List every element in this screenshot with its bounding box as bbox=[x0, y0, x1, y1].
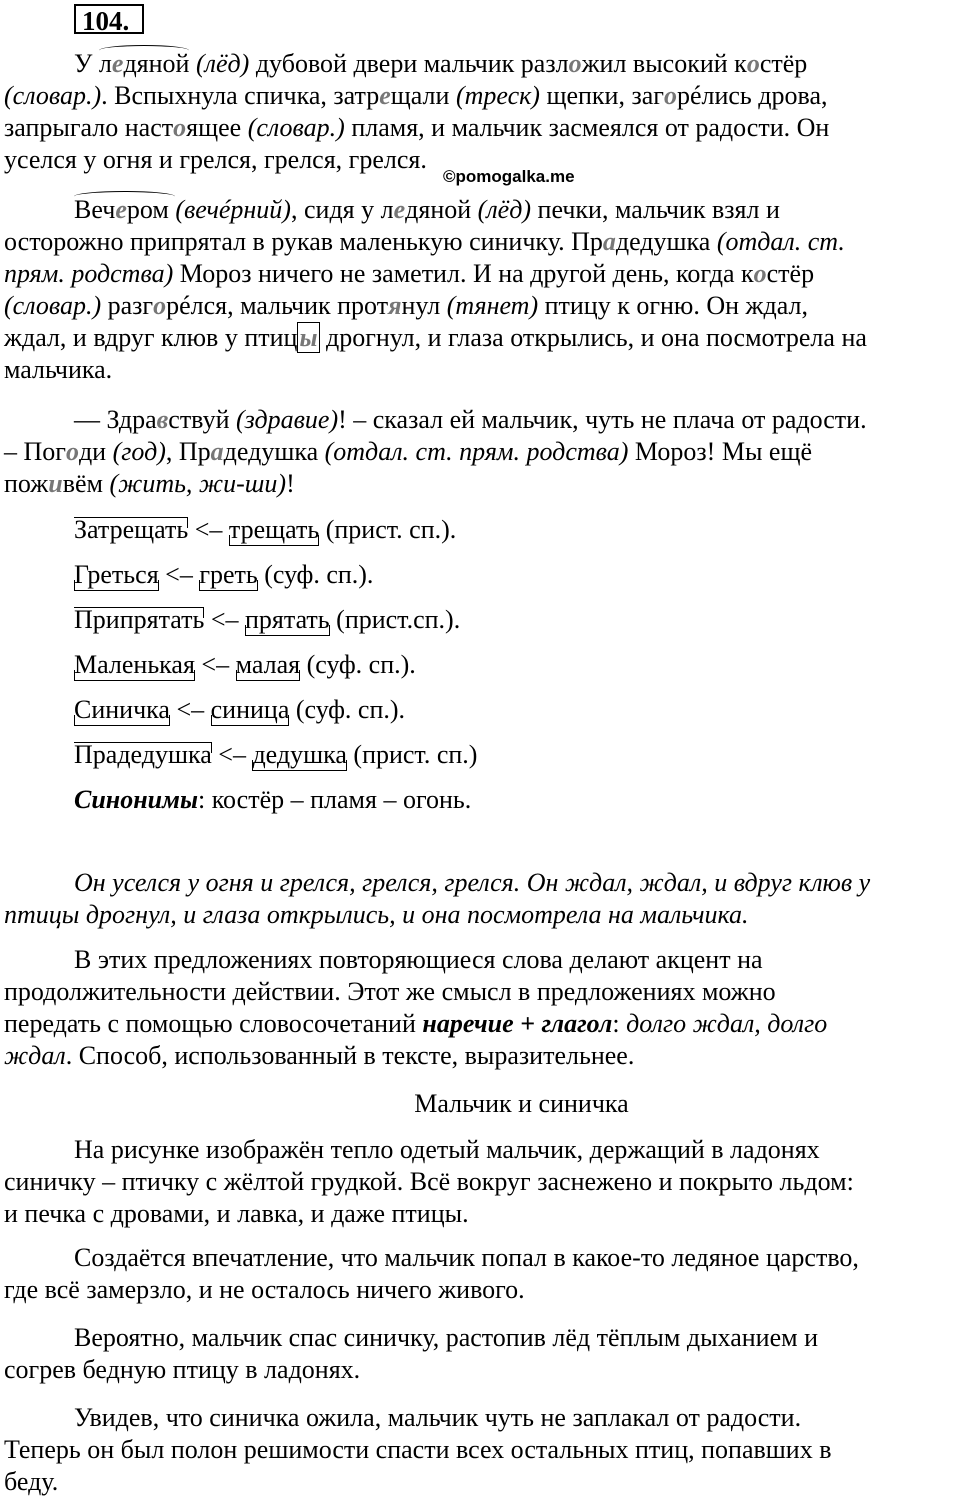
derived-word: Затрещать bbox=[74, 515, 189, 544]
word-analysis-row bbox=[74, 604, 477, 649]
method-note: (прист.сп.). bbox=[329, 605, 461, 634]
text: щали bbox=[390, 81, 456, 110]
highlighted-vowel: о bbox=[746, 49, 760, 78]
paragraph-3 bbox=[4, 404, 956, 500]
essay-paragraph-2 bbox=[4, 1242, 956, 1306]
word-analysis-row bbox=[74, 649, 477, 694]
exercise-number: 104. bbox=[74, 4, 144, 34]
text: ! – сказал ей мальчик, чуть не плача от радости. bbox=[338, 405, 867, 434]
check-word: (словар.) bbox=[247, 113, 345, 142]
text: : bbox=[612, 1009, 627, 1038]
text: пож bbox=[4, 469, 49, 498]
check-word: (жить, жи-ши) bbox=[109, 469, 287, 498]
word-analysis-list bbox=[74, 514, 477, 829]
essay-line: Теперь он был полон решимости спасти всех остальных птиц, попавших в bbox=[4, 1435, 832, 1464]
text: стёр bbox=[759, 49, 808, 78]
synonyms-text: : костёр – пламя – огонь. bbox=[197, 785, 472, 814]
text: передать с помощью словосочетаний bbox=[4, 1009, 423, 1038]
text: ди bbox=[78, 437, 113, 466]
paragraph-2-line-3 bbox=[4, 258, 956, 290]
text: рéлись дрова, bbox=[676, 81, 828, 110]
highlighted-vowel: и bbox=[48, 469, 63, 498]
text: дедушка bbox=[223, 437, 325, 466]
highlighted-vowel: а bbox=[602, 227, 616, 256]
explanation-line-2: продолжительности действии. Этот же смысл в предложениях можно bbox=[4, 977, 776, 1006]
text: – Пог bbox=[4, 437, 66, 466]
text: печки, мальчик взял и bbox=[531, 195, 780, 224]
explanation-line-4 bbox=[4, 1040, 956, 1072]
quote-paragraph bbox=[4, 867, 956, 931]
highlighted-vowel: о bbox=[173, 113, 187, 142]
paragraph-1-line-4: уселся у огня и грелся, грелся, грелся. bbox=[4, 145, 427, 174]
text: дубовой двери мальчик разл bbox=[249, 49, 569, 78]
essay-paragraph-4 bbox=[4, 1402, 956, 1498]
text: , сидя у л bbox=[290, 195, 394, 224]
essay-line: Увидев, что синичка ожила, мальчик чуть не заплакал от радости. bbox=[74, 1403, 802, 1432]
text: л bbox=[98, 49, 112, 78]
highlighted-vowel: о bbox=[663, 81, 677, 110]
paragraph-2-line-1 bbox=[4, 194, 956, 226]
method-note: (прист. сп.) bbox=[346, 740, 478, 769]
text: . Способ, использованный в тексте, выразительнее. bbox=[65, 1041, 635, 1070]
text: дедушка bbox=[615, 227, 717, 256]
essay-line: где всё замерзло, и не осталось ничего живого. bbox=[4, 1275, 525, 1304]
synonyms-label: Синонимы bbox=[74, 785, 198, 814]
essay-line: синичку – птичку с жёлтой грудкой. Всё вокруг заснежено и покрыто льдом: bbox=[4, 1167, 854, 1196]
text: разг bbox=[101, 291, 154, 320]
text: — Здра bbox=[74, 405, 157, 434]
highlighted-letter: в bbox=[156, 405, 169, 434]
check-word: (словар.) bbox=[4, 81, 102, 110]
emphasis: наречие + глагол bbox=[422, 1009, 613, 1038]
text: дяной bbox=[405, 195, 478, 224]
watermark: ©pomogalka.me bbox=[443, 167, 575, 186]
arrow: <– bbox=[158, 560, 200, 589]
arrow: <– bbox=[194, 650, 236, 679]
essay-paragraph-3 bbox=[4, 1322, 956, 1386]
base-word: трещать bbox=[228, 515, 320, 544]
explanation-paragraph bbox=[4, 944, 956, 1072]
check-word: (словар.) bbox=[4, 291, 102, 320]
check-word: (отдал. ст. прям. родства) bbox=[324, 437, 629, 466]
text: рéлся, мальчик прот bbox=[166, 291, 389, 320]
text: Веч bbox=[74, 195, 116, 224]
check-word: (вечéрний) bbox=[175, 195, 291, 224]
text: дяной bbox=[123, 49, 190, 78]
method-note: (суф. сп.). bbox=[289, 695, 406, 724]
derived-word: Припрятать bbox=[74, 605, 205, 634]
root-arc bbox=[74, 195, 175, 224]
text: пламя, и мальчик засмеялся от радости. Он bbox=[344, 113, 830, 142]
paragraph-3-line-1 bbox=[4, 404, 956, 436]
derived-word: Синичка bbox=[74, 695, 170, 724]
base-word: греть bbox=[199, 560, 258, 589]
check-word: (тянет) bbox=[446, 291, 539, 320]
highlighted-vowel: о bbox=[568, 49, 582, 78]
essay-line: и печка с дровами, и лавка, и даже птицы. bbox=[4, 1199, 469, 1228]
paragraph-2-line-2 bbox=[4, 226, 956, 258]
boxed-ending: ы bbox=[299, 323, 318, 352]
essay-paragraph-1 bbox=[4, 1134, 956, 1230]
arrow: <– bbox=[169, 695, 211, 724]
text: ящее bbox=[186, 113, 248, 142]
text: осторожно припрятал в рукав маленькую синичку. Пр bbox=[4, 227, 603, 256]
text: стёр bbox=[766, 259, 815, 288]
derived-word: Прадедушка bbox=[74, 740, 212, 769]
quote-line-1: Он уселся у огня и грелся, грелся, грелся. Он ждал, ждал, и вдруг клюв у bbox=[74, 868, 871, 897]
word-analysis-row bbox=[74, 559, 477, 604]
check-word: (год) bbox=[112, 437, 166, 466]
essay-title: Мальчик и синичка bbox=[414, 1089, 629, 1118]
arrow: <– bbox=[211, 740, 253, 769]
highlighted-vowel: о bbox=[753, 259, 767, 288]
check-word: (отдал. ст. bbox=[716, 227, 845, 256]
example: ждал bbox=[4, 1041, 66, 1070]
base-word: прятать bbox=[245, 605, 330, 634]
text: щепки, заг bbox=[539, 81, 664, 110]
explanation-line-1: В этих предложениях повторяющиеся слова делают акцент на bbox=[74, 945, 763, 974]
text: ствуй bbox=[168, 405, 236, 434]
paragraph-2-line-6: мальчика. bbox=[4, 355, 113, 384]
word-analysis-row bbox=[74, 739, 477, 784]
highlighted-vowel: е bbox=[115, 195, 127, 224]
check-word: (лёд) bbox=[477, 195, 532, 224]
text: ждал, и вдруг клюв у птиц bbox=[4, 323, 298, 352]
derived-word: Греться bbox=[74, 560, 159, 589]
word-analysis-row bbox=[74, 694, 477, 739]
derived-word: Маленькая bbox=[74, 650, 195, 679]
highlighted-vowel: е bbox=[379, 81, 391, 110]
text: птицу к огню. Он ждал, bbox=[538, 291, 808, 320]
text: ром bbox=[126, 195, 176, 224]
highlighted-vowel: е bbox=[111, 49, 124, 78]
paragraph-1-line-3 bbox=[4, 112, 956, 144]
essay-line: Вероятно, мальчик спас синичку, растопив лёд тёплым дыханием и bbox=[74, 1323, 818, 1352]
highlighted-vowel: е bbox=[393, 195, 406, 224]
text: ! bbox=[286, 469, 295, 498]
paragraph-2 bbox=[4, 194, 956, 386]
paragraph-3-line-2 bbox=[4, 436, 956, 468]
paragraph-2-line-4 bbox=[4, 290, 956, 322]
text: жил высокий к bbox=[581, 49, 747, 78]
method-note: (суф. сп.). bbox=[257, 560, 374, 589]
check-word: (треск) bbox=[455, 81, 540, 110]
arrow: <– bbox=[204, 605, 246, 634]
text: запрыгало наст bbox=[4, 113, 174, 142]
text: Мороз! Мы ещё bbox=[628, 437, 813, 466]
essay-line: Создаётся впечатление, что мальчик попал в какое-то ледяное царство, bbox=[74, 1243, 859, 1272]
base-word: синица bbox=[210, 695, 290, 724]
paragraph-3-line-3 bbox=[4, 468, 956, 500]
text: вём bbox=[62, 469, 110, 498]
text: . Вспыхнула спичка, затр bbox=[101, 81, 380, 110]
base-word: малая bbox=[235, 650, 301, 679]
text: Мороз ничего не заметил. И на другой день, когда к bbox=[173, 259, 754, 288]
essay-line: согрев бедную птицу в ладонях. bbox=[4, 1355, 361, 1384]
text: дрогнул, и глаза открылись, и она посмотрела на bbox=[319, 323, 867, 352]
quote-line-2: птицы дрогнул, и глаза открылись, и она посмотрела на мальчика. bbox=[4, 900, 749, 929]
arrow: <– bbox=[188, 515, 229, 544]
highlighted-vowel: о bbox=[153, 291, 167, 320]
essay-line: беду. bbox=[4, 1467, 59, 1496]
method-note: (суф. сп.). bbox=[300, 650, 416, 679]
synonyms-row bbox=[74, 784, 477, 829]
explanation-line-3 bbox=[4, 1008, 956, 1040]
highlighted-vowel: о bbox=[65, 437, 79, 466]
highlighted-vowel: я bbox=[388, 291, 402, 320]
word-analysis-row bbox=[74, 514, 477, 559]
check-word: (здравие) bbox=[236, 405, 339, 434]
method-note: (прист. сп.). bbox=[319, 515, 457, 544]
essay-line: На рисунке изображён тепло одетый мальчик, держащий в ладонях bbox=[74, 1135, 820, 1164]
text: У bbox=[74, 49, 99, 78]
paragraph-2-line-5 bbox=[4, 322, 956, 354]
example: долго ждал, долго bbox=[626, 1009, 828, 1038]
check-word: прям. родства) bbox=[4, 259, 174, 288]
text: , Пр bbox=[165, 437, 211, 466]
paragraph-1 bbox=[4, 48, 956, 176]
check-word: (лёд) bbox=[189, 49, 250, 78]
base-word: дедушка bbox=[252, 740, 347, 769]
highlighted-vowel: а bbox=[210, 437, 224, 466]
text: нул bbox=[401, 291, 447, 320]
root-arc bbox=[99, 49, 190, 78]
paragraph-1-line-1 bbox=[4, 48, 956, 80]
paragraph-1-line-2 bbox=[4, 80, 956, 112]
